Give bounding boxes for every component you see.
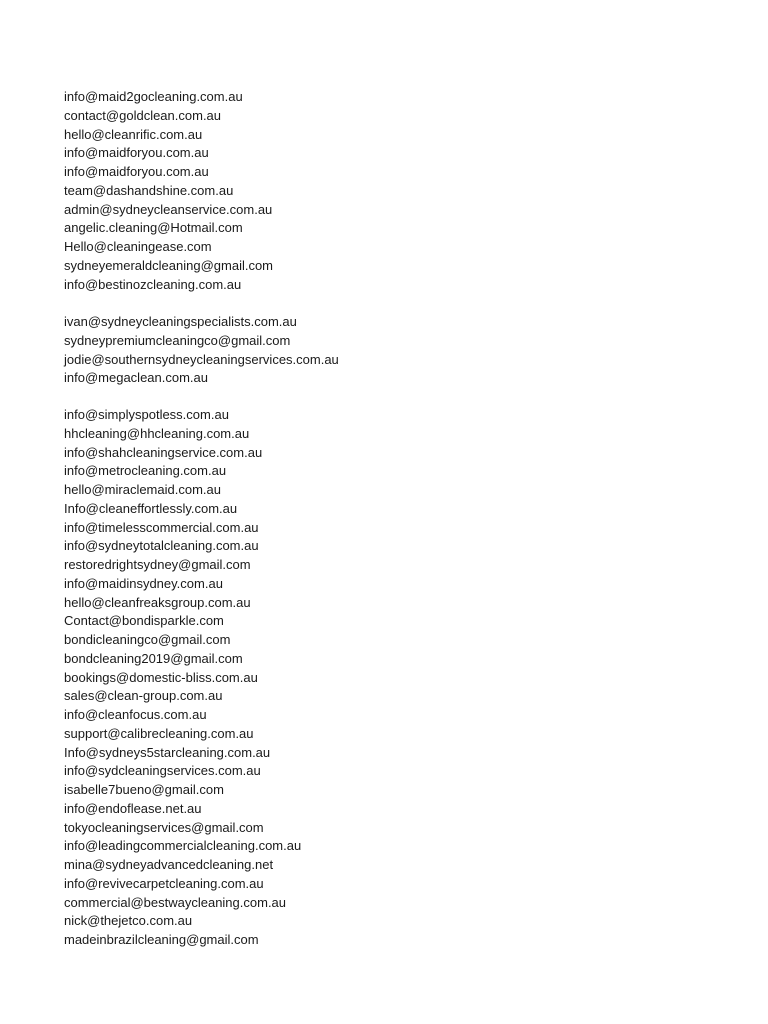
email-line: info@timelesscommercial.com.au — [64, 519, 259, 535]
email-line: info@maid2gocleaning.com.au — [64, 89, 243, 104]
email-line: Info@sydneys5starcleaning.com.au — [64, 744, 271, 760]
email-line: team@dashandshine.com.au — [64, 182, 234, 198]
email-line: info@sydcleaningservices.com.au — [64, 763, 261, 779]
email-line: info@cleanfocus.com.au — [64, 707, 207, 722]
email-line: ivan@sydneycleaningspecialists.com.au — [64, 314, 297, 329]
email-line: info@revivecarpetcleaning.com.au — [64, 875, 264, 891]
email-line: hello@cleanrific.com.au — [64, 126, 203, 142]
email-line: info@leadingcommercialcleaning.com.au — [64, 838, 302, 854]
email-line: madeinbrazilcleaning@gmail.com — [64, 932, 259, 947]
email-line: Contact@bondisparkle.com — [64, 613, 224, 629]
email-line: mina@sydneyadvancedcleaning.net — [64, 857, 274, 872]
email-line: info@shahcleaningservice.com.au — [64, 444, 263, 460]
email-line: sales@clean-group.com.au — [64, 688, 223, 704]
email-line: sydneyemeraldcleaning@gmail.com — [64, 257, 274, 273]
email-line: sydneypremiumcleaningco@gmail.com — [64, 332, 291, 348]
email-line: info@bestinozcleaning.com.au — [64, 276, 242, 292]
email-line: info@maidforyou.com.au — [64, 164, 209, 179]
email-line: info@megaclean.com.au — [64, 370, 208, 386]
email-line: Hello@cleaningease.com — [64, 239, 212, 254]
email-line: jodie@southernsydneycleaningservices.com.au — [64, 351, 339, 367]
email-line: admin@sydneycleanservice.com.au — [64, 201, 273, 217]
email-line: hello@cleanfreaksgroup.com.au — [64, 594, 251, 610]
email-line: contact@goldclean.com.au — [64, 107, 222, 123]
email-list-group-3 — [64, 406, 301, 950]
email-line: angelic.cleaning@Hotmail.com — [64, 220, 243, 236]
email-line: restoredrightsydney@gmail.com — [64, 557, 251, 572]
email-line: support@calibrecleaning.com.au — [64, 725, 254, 741]
email-line: bondcleaning2019@gmail.com — [64, 650, 243, 666]
email-line: nick@thejetco.com.au — [64, 913, 193, 929]
email-line: info@simplyspotless.com.au — [64, 407, 229, 422]
email-line: bookings@domestic-bliss.com.au — [64, 669, 258, 685]
email-line: tokyocleaningservices@gmail.com — [64, 819, 264, 835]
email-line: info@metrocleaning.com.au — [64, 463, 227, 479]
email-line: Info@cleaneffortlessly.com.au — [64, 500, 238, 516]
email-line: info@sydneytotalcleaning.com.au — [64, 538, 259, 554]
email-line: info@endoflease.net.au — [64, 800, 202, 816]
email-line: commercial@bestwaycleaning.com.au — [64, 894, 287, 910]
email-list-group-2 — [64, 313, 339, 388]
email-line: hhcleaning@hhcleaning.com.au — [64, 425, 250, 441]
email-list-group-1 — [64, 88, 273, 294]
email-line: bondicleaningco@gmail.com — [64, 632, 231, 647]
email-line: info@maidinsydney.com.au — [64, 575, 223, 591]
email-line: hello@miraclemaid.com.au — [64, 482, 221, 497]
email-line: info@maidforyou.com.au — [64, 145, 209, 161]
email-line: isabelle7bueno@gmail.com — [64, 782, 224, 797]
